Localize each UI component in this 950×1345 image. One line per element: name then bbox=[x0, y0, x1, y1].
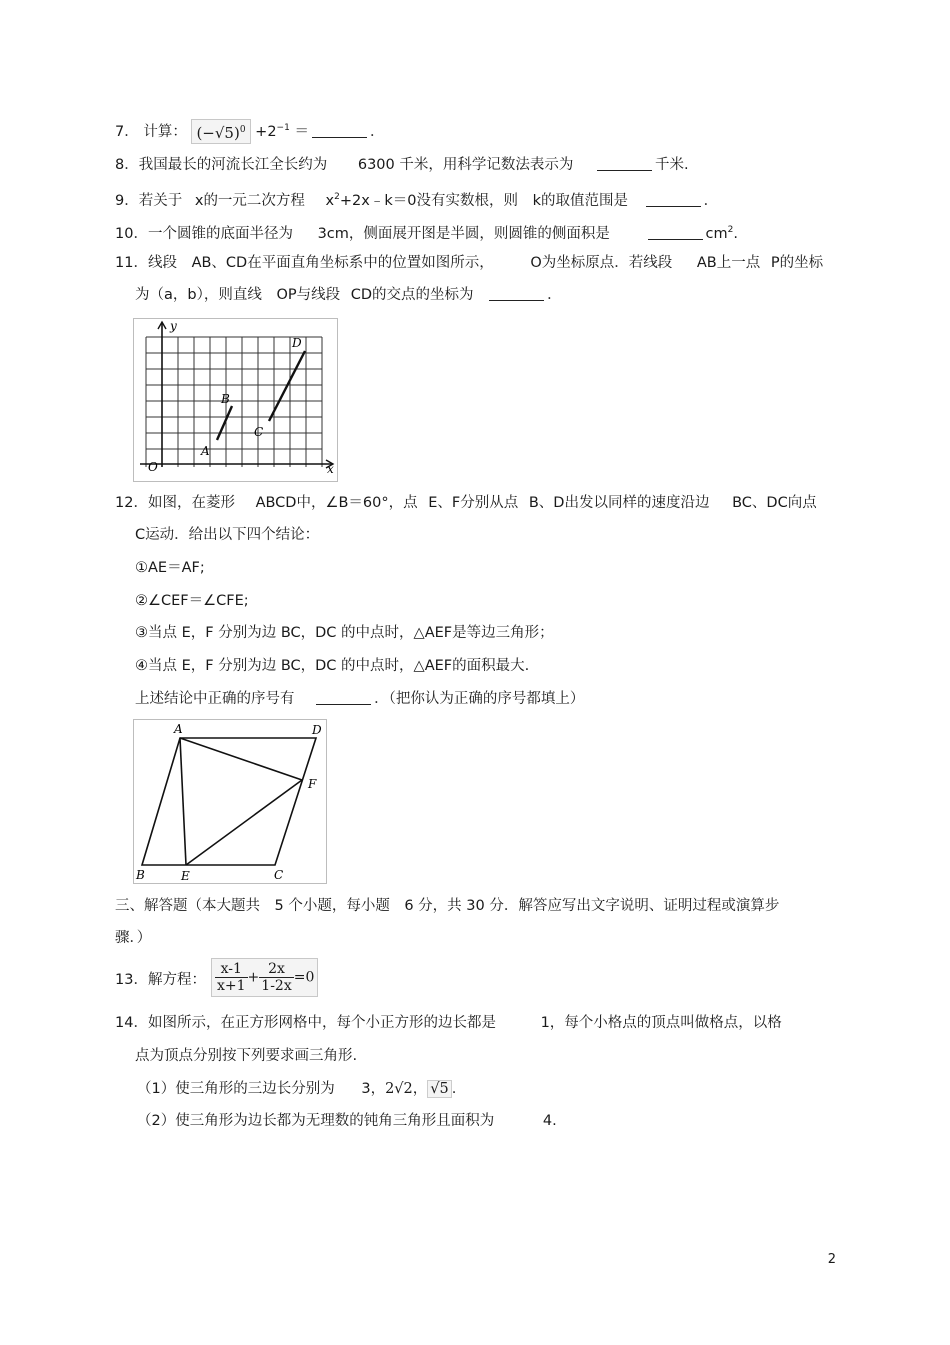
q12-text4: 分别从点 bbox=[460, 495, 519, 511]
q13-number: 13． bbox=[115, 972, 148, 988]
question-14-line2: 点为顶点分别按下列要求画三角形. bbox=[135, 1048, 358, 1064]
label-c: C bbox=[274, 868, 284, 882]
rhombus-abcd bbox=[142, 738, 316, 865]
q12-line2: 运动．给出以下四个结论： bbox=[145, 527, 320, 543]
section-3-heading-line2: 骤．） bbox=[115, 930, 152, 946]
q13-plus: + bbox=[247, 969, 260, 986]
q7-rest: +2 bbox=[255, 123, 277, 140]
q10-radius: 3cm bbox=[317, 225, 349, 242]
q12-text6: 向点 bbox=[787, 495, 817, 511]
label-a: A bbox=[174, 722, 183, 736]
q12-text3: ＝60°，点 bbox=[348, 495, 418, 511]
q9-text2: 的一元二次方程 bbox=[203, 192, 305, 209]
q11-text5: 的坐标 bbox=[779, 255, 824, 271]
label-o: O bbox=[148, 460, 158, 474]
label-b: B bbox=[221, 392, 230, 406]
q11-line2-b: ），则直线 bbox=[196, 287, 262, 303]
q11-ab-coord: a，b bbox=[164, 287, 197, 303]
q14-s2-a: （2）使三角形为边长都为无理数的钝角三角形且面积为 bbox=[137, 1113, 495, 1129]
q12-e-f: E、F bbox=[428, 495, 461, 511]
question-11-line2 bbox=[135, 285, 562, 305]
q9-eq-a: x bbox=[325, 192, 335, 209]
q14-s1-3: 3， bbox=[361, 1081, 386, 1097]
q12-conclusion-1: ①AE＝AF; bbox=[135, 560, 205, 576]
q8-text2: 千米，用科学记数法表示为 bbox=[399, 157, 574, 173]
label-y: y bbox=[170, 319, 177, 333]
label-d: D bbox=[292, 336, 302, 350]
answer-blank bbox=[597, 155, 652, 171]
answer-blank bbox=[648, 224, 703, 240]
q11-text3: 为坐标原点．若线段 bbox=[541, 255, 673, 271]
q13-eq: =0 bbox=[293, 969, 315, 986]
q9-eq-exp: 2 bbox=[334, 192, 340, 202]
q12-bc-dc: BC、DC bbox=[732, 495, 788, 511]
question-12 bbox=[115, 493, 817, 513]
answer-blank bbox=[646, 191, 701, 207]
answer-blank bbox=[312, 122, 367, 138]
q11-o: O bbox=[530, 255, 542, 271]
q14-s2-end: . bbox=[552, 1113, 557, 1129]
q9-k: k bbox=[532, 192, 541, 209]
question-13 bbox=[115, 970, 206, 990]
q9-var: x bbox=[194, 192, 204, 209]
q12-conclusion-2: ②∠CEF＝∠CFE; bbox=[135, 593, 249, 609]
q12-line2-c: C bbox=[135, 527, 146, 543]
segment-ef bbox=[186, 780, 302, 865]
segment-ab bbox=[217, 406, 232, 440]
q12-abcd: ABCD bbox=[255, 495, 297, 511]
q13-equation bbox=[211, 958, 318, 997]
q14-sub-2 bbox=[137, 1111, 557, 1131]
page-number: 2 bbox=[827, 1252, 836, 1267]
q12-conclusion-4: ④当点 E，F 分别为边 BC，DC 的中点时，△AEF的面积最大. bbox=[135, 658, 530, 674]
q7-label: 计算： bbox=[143, 123, 187, 140]
q11-ab: AB bbox=[696, 255, 717, 271]
q12-summary bbox=[135, 689, 584, 709]
q10-end: . bbox=[733, 225, 738, 242]
segment-af bbox=[180, 738, 302, 780]
q13-fraction-1: $\frac{x-1}{x+1}$ bbox=[217, 961, 246, 994]
q11-text2: 在平面直角坐标系中的位置如图所示， bbox=[247, 255, 494, 271]
label-a: A bbox=[201, 444, 210, 458]
q7-eq: ＝ bbox=[294, 123, 309, 140]
answer-blank bbox=[489, 285, 544, 301]
q12-text2: 中，∠ bbox=[296, 495, 339, 511]
q7-formula: $(-√5)^0$ bbox=[191, 119, 250, 144]
question-10 bbox=[115, 220, 738, 244]
question-7 bbox=[115, 118, 384, 144]
q9-end: ． bbox=[703, 192, 719, 209]
q11-line2-a: 为（ bbox=[135, 287, 164, 303]
q14-s2-4: 4 bbox=[542, 1113, 553, 1129]
q13-fraction-2: $\frac{2x}{1-2x}$ bbox=[261, 961, 292, 994]
q12-conclusion-3: ③当点 E，F 分别为边 BC，DC 的中点时，△AEF是等边三角形； bbox=[135, 625, 554, 641]
label-x: x bbox=[327, 462, 334, 476]
question-8 bbox=[115, 155, 689, 175]
q9-eq-b: +2x﹣k＝0 bbox=[339, 192, 417, 209]
answer-blank bbox=[316, 689, 371, 705]
q9-number: 9． bbox=[115, 192, 139, 209]
q14-s1-a: （1）使三角形的三边长分别为 bbox=[137, 1081, 335, 1097]
grid-lines bbox=[146, 337, 322, 467]
q11-text4: 上一点 bbox=[716, 255, 761, 271]
q11-coordinate-figure bbox=[133, 318, 338, 482]
question-11 bbox=[115, 253, 823, 273]
label-e: E bbox=[181, 869, 190, 883]
q10-number: 10． bbox=[115, 225, 148, 242]
q10-text1: 一个圆锥的底面半径为 bbox=[147, 225, 293, 242]
q11-text1: 线段 bbox=[147, 255, 177, 271]
q7-end: ． bbox=[369, 123, 385, 140]
q8-number: 8． bbox=[115, 157, 139, 173]
q14-s1-end: . bbox=[451, 1081, 457, 1097]
label-c: C bbox=[254, 425, 264, 439]
q12-rhombus-figure bbox=[133, 719, 327, 884]
q14-s1-2: 2√2， bbox=[385, 1081, 428, 1097]
label-d: D bbox=[312, 723, 322, 737]
q12-b: B bbox=[338, 495, 349, 511]
q10-unit-exp: 2 bbox=[727, 225, 734, 235]
q12-summary-a: 上述结论中正确的序号有 bbox=[135, 691, 295, 707]
label-f: F bbox=[308, 777, 317, 791]
q9-text3: 没有实数根，则 bbox=[416, 192, 518, 209]
segment-ae bbox=[180, 738, 186, 865]
q10-unit: cm bbox=[705, 225, 728, 242]
q12-text1: 如图，在菱形 bbox=[147, 495, 235, 511]
q14-s1-5: √5 bbox=[427, 1080, 451, 1098]
q11-line2-d: 的交点的坐标为 bbox=[372, 287, 474, 303]
q12-summary-b: ．（把你认为正确的序号都填上） bbox=[374, 691, 585, 707]
q14-one: 1 bbox=[540, 1015, 550, 1031]
q11-cd: CD bbox=[350, 287, 373, 303]
q7-rest-exp: −1 bbox=[276, 123, 290, 133]
q8-text3: 千米. bbox=[654, 157, 689, 173]
q14-number: 14． bbox=[115, 1015, 148, 1031]
q12-number: 12． bbox=[115, 495, 148, 511]
q8-text1: 我国最长的河流长江全长约为 bbox=[138, 157, 328, 173]
q11-number: 11． bbox=[115, 255, 148, 271]
question-9 bbox=[115, 187, 718, 211]
q7-number: 7． bbox=[115, 123, 139, 140]
q11-op: OP bbox=[276, 287, 297, 303]
question-12-line2 bbox=[135, 525, 319, 545]
question-14 bbox=[115, 1013, 782, 1033]
q8-value: 6300 bbox=[357, 157, 395, 173]
q12-b-d: B、D bbox=[528, 495, 565, 511]
q9-text4: 的取值范围是 bbox=[540, 192, 628, 209]
q11-line2-c: 与线段 bbox=[296, 287, 341, 303]
q14-text1: 如图所示，在正方形网格中，每个小正方形的边长都是 bbox=[147, 1015, 496, 1031]
q13-label: 解方程： bbox=[147, 972, 206, 988]
q14-text2: ，每个小格点的顶点叫做格点，以格 bbox=[549, 1015, 782, 1031]
q10-text2: ，侧面展开图是半圆，则圆锥的侧面积是 bbox=[348, 225, 610, 242]
q11-ab-cd: AB、CD bbox=[191, 255, 248, 271]
label-b: B bbox=[136, 868, 145, 882]
q9-text1: 若关于 bbox=[138, 192, 183, 209]
q12-text5: 出发以同样的速度沿边 bbox=[564, 495, 710, 511]
section-3-heading: 三、解答题（本大题共 5 个小题，每小题 6 分，共 30 分．解答应写出文字说明、证明过程或演算步 bbox=[115, 898, 780, 914]
q11-end: ． bbox=[547, 287, 562, 303]
q14-sub-1 bbox=[137, 1079, 456, 1099]
q11-p: P bbox=[770, 255, 780, 271]
